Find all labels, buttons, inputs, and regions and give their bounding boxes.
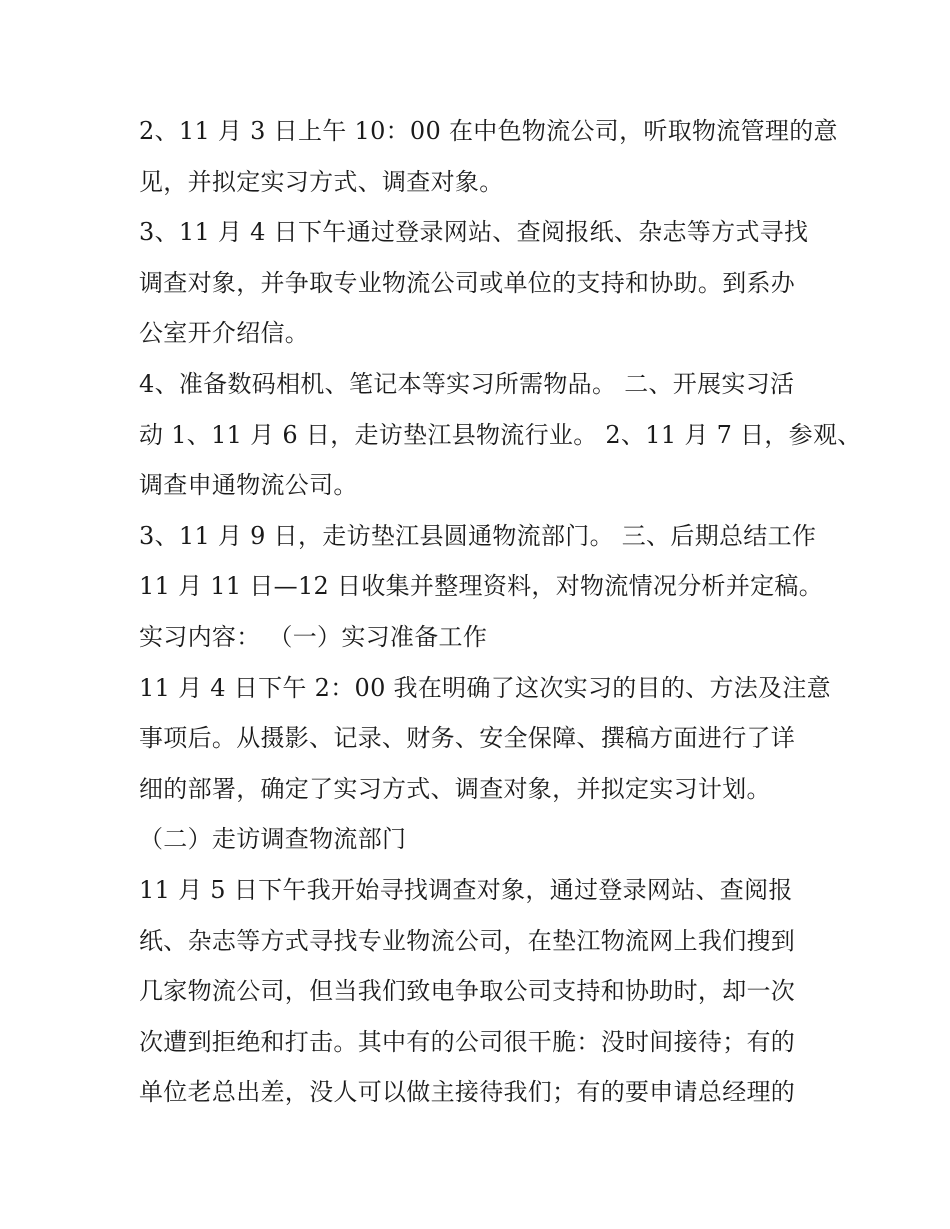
text-line: 几家物流公司，但当我们致电争取公司支持和协助时，却一次 <box>139 977 796 1006</box>
text-line: 纸、杂志等方式寻找专业物流公司，在垫江物流网上我们搜到 <box>139 926 796 955</box>
text-line: 11 月 4 日下午 2：00 我在明确了这次实习的目的、方法及注意 <box>139 673 831 702</box>
text-line: 调查对象，并争取专业物流公司或单位的支持和协助。到系办 <box>139 268 796 297</box>
text-line: 3、11 月 4 日下午通过登录网站、查阅报纸、杂志等方式寻找 <box>139 218 809 247</box>
text-line: 11 月 5 日下午我开始寻找调查对象，通过登录网站、查阅报 <box>139 875 793 904</box>
text-line: 调查申通物流公司。 <box>139 471 358 500</box>
section-heading: （二）走访调查物流部门 <box>139 825 407 854</box>
text-line: 细的部署，确定了实习方式、调查对象，并拟定实习计划。 <box>139 774 771 803</box>
text-line: 公室开介绍信。 <box>139 319 310 348</box>
section-heading: 实习内容： （一）实习准备工作 <box>139 622 488 651</box>
text-line: 动 1、11 月 6 日，走访垫江县物流行业。 2、11 月 7 日，参观、 <box>139 420 862 449</box>
text-line: 单位老总出差，没人可以做主接待我们；有的要申请总经理的 <box>139 1078 796 1107</box>
text-line: 3、11 月 9 日，走访垫江县圆通物流部门。 三、后期总结工作 <box>139 521 817 550</box>
document-body <box>139 106 862 1118</box>
text-line: 事项后。从摄影、记录、财务、安全保障、撰稿方面进行了详 <box>139 724 796 753</box>
text-line: 11 月 11 日—12 日收集并整理资料，对物流情况分析并定稿。 <box>139 572 824 601</box>
text-line: 4、准备数码相机、笔记本等实习所需物品。 二、开展实习活 <box>139 369 795 398</box>
text-line: 见，并拟定实习方式、调查对象。 <box>139 167 504 196</box>
text-line: 2、11 月 3 日上午 10：00 在中色物流公司，听取物流管理的意 <box>139 117 838 145</box>
text-line: 次遭到拒绝和打击。其中有的公司很干脆：没时间接待；有的 <box>139 1027 796 1056</box>
